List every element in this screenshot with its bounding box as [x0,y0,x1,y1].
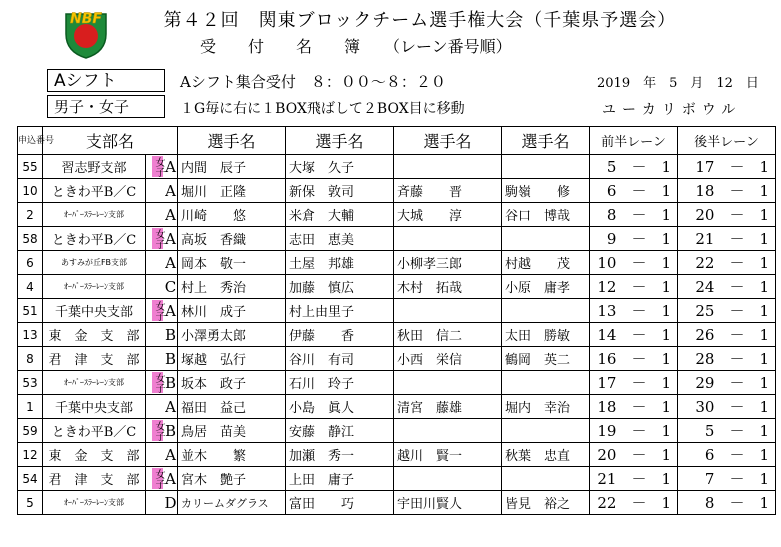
first-half-lane: 21 － 1 [590,467,678,491]
womens-badge: 女子 [153,156,165,177]
player-3: 宇田川賢人 [394,491,502,515]
move-instruction: １G毎に右に１BOX飛ばして２BOX目に移動 [180,101,465,117]
group-letter: A [165,253,176,272]
group-cell [146,299,178,323]
player-4: 鶴岡 英二 [502,347,590,371]
first-half-lane: 17 － 1 [590,371,678,395]
player-1: 塚越 弘行 [178,347,286,371]
player-1: 福田 益己 [178,395,286,419]
branch-name: 千葉中央支部 [43,395,146,419]
second-half-lane: 28 － 1 [678,347,776,371]
header-player2: 選手名 [286,127,394,155]
group-cell [146,443,178,467]
player-4 [502,227,590,251]
player-4: 堀内 幸治 [502,395,590,419]
first-half-lane: 22 － 1 [590,491,678,515]
branch-name: 習志野支部 [43,155,146,179]
svg-text:NBF: NBF [70,11,102,27]
table-row [18,251,776,275]
second-half-lane: 30 － 1 [678,395,776,419]
header-branch: 支部名 [43,127,178,155]
group-cell [146,371,178,395]
page-title: 第４２回 関東ブロックチーム選手権大会（千葉県予選会） [163,10,677,31]
header-first-lane: 前半レーン [590,127,678,155]
table-row [18,347,776,371]
first-half-lane: 18 － 1 [590,395,678,419]
group-letter: A [165,445,176,464]
player-4: 皆見 裕之 [502,491,590,515]
app-no: 58 [18,227,43,251]
first-half-lane: 14 － 1 [590,323,678,347]
group-cell [146,467,178,491]
second-half-lane: 26 － 1 [678,323,776,347]
player-3 [394,371,502,395]
app-no: 12 [18,443,43,467]
player-2: 伊藤 香 [286,323,394,347]
event-date: 2019 年 5 月 12 日 [597,76,759,91]
group-letter: A [165,301,176,320]
table-row [18,179,776,203]
player-3: 越川 賢一 [394,443,502,467]
player-3 [394,299,502,323]
player-1: 岡本 敬一 [178,251,286,275]
group-letter: B [165,325,177,344]
womens-badge: 女子 [153,228,165,249]
first-half-lane: 10 － 1 [590,251,678,275]
player-4 [502,299,590,323]
group-letter: A [165,205,176,224]
player-2: 村上由里子 [286,299,394,323]
player-3: 小柳孝三郎 [394,251,502,275]
player-2: 大塚 久子 [286,155,394,179]
branch-name: 君 津 支 部 [43,347,146,371]
player-4 [502,467,590,491]
player-3: 大城 淳 [394,203,502,227]
app-no: 13 [18,323,43,347]
table-row [18,371,776,395]
table-row [18,155,776,179]
gender-box: 男子・女子 [47,95,165,118]
player-1: 内間 辰子 [178,155,286,179]
player-2: 米倉 大輔 [286,203,394,227]
table-row [18,443,776,467]
womens-badge: 女子 [153,372,165,393]
group-letter: A [165,157,176,176]
app-no: 1 [18,395,43,419]
womens-badge: 女子 [153,420,165,441]
group-letter: A [165,181,176,200]
app-no: 10 [18,179,43,203]
player-2: 谷川 有司 [286,347,394,371]
app-no: 51 [18,299,43,323]
table-row [18,275,776,299]
player-2: 新保 敦司 [286,179,394,203]
header-player1: 選手名 [178,127,286,155]
group-cell [146,251,178,275]
app-no: 5 [18,491,43,515]
second-half-lane: 21 － 1 [678,227,776,251]
branch-name: ｵｰﾊﾞｰｽﾗｰﾚｰﾝ支部 [43,203,146,227]
app-no: 53 [18,371,43,395]
table-row [18,227,776,251]
header-player4: 選手名 [502,127,590,155]
shift-box: Aシフト [47,69,165,92]
second-half-lane: 24 － 1 [678,275,776,299]
player-4: 秋葉 忠直 [502,443,590,467]
branch-name: ときわ平B／C [43,179,146,203]
player-4: 村越 茂 [502,251,590,275]
group-letter: B [165,421,177,440]
player-4: 小原 庸孝 [502,275,590,299]
player-3 [394,419,502,443]
player-2: 石川 玲子 [286,371,394,395]
app-no: 59 [18,419,43,443]
group-cell [146,419,178,443]
womens-badge: 女子 [153,300,165,321]
first-half-lane: 6 － 1 [590,179,678,203]
second-half-lane: 29 － 1 [678,371,776,395]
registration-table [17,126,776,515]
group-cell [146,275,178,299]
table-row [18,203,776,227]
player-2: 上田 庸子 [286,467,394,491]
first-half-lane: 19 － 1 [590,419,678,443]
player-3: 小西 栄信 [394,347,502,371]
player-3: 斉藤 晋 [394,179,502,203]
player-1: 高坂 香織 [178,227,286,251]
player-2: 土屋 邦雄 [286,251,394,275]
player-2: 加藤 慎広 [286,275,394,299]
player-1: カリームダグラス [178,491,286,515]
second-half-lane: 22 － 1 [678,251,776,275]
second-half-lane: 8 － 1 [678,491,776,515]
venue-name: ユーカリボウル [602,102,742,118]
second-half-lane: 5 － 1 [678,419,776,443]
first-half-lane: 20 － 1 [590,443,678,467]
player-1: 鳥居 苗美 [178,419,286,443]
app-no: 8 [18,347,43,371]
player-1: 坂本 政子 [178,371,286,395]
branch-name: 君 津 支 部 [43,467,146,491]
first-half-lane: 9 － 1 [590,227,678,251]
check-in-time: Aシフト集合受付 ８：００～８：２０ [180,73,446,91]
group-cell [146,227,178,251]
player-4 [502,155,590,179]
group-cell [146,323,178,347]
second-half-lane: 6 － 1 [678,443,776,467]
second-half-lane: 7 － 1 [678,467,776,491]
player-1: 村上 秀治 [178,275,286,299]
first-half-lane: 16 － 1 [590,347,678,371]
branch-name: ｵｰﾊﾞｰｽﾗｰﾚｰﾝ支部 [43,275,146,299]
app-no: 55 [18,155,43,179]
second-half-lane: 18 － 1 [678,179,776,203]
branch-name: ｵｰﾊﾞｰｽﾗｰﾚｰﾝ支部 [43,491,146,515]
player-3 [394,467,502,491]
group-cell [146,155,178,179]
first-half-lane: 8 － 1 [590,203,678,227]
header-player3: 選手名 [394,127,502,155]
group-letter: C [164,277,177,296]
branch-name: ｵｰﾊﾞｰｽﾗｰﾚｰﾝ支部 [43,371,146,395]
app-no: 4 [18,275,43,299]
group-letter: A [165,469,176,488]
table-row [18,395,776,419]
group-letter: B [165,349,177,368]
player-1: 宮木 艶子 [178,467,286,491]
branch-name: 東 金 支 部 [43,323,146,347]
group-cell [146,203,178,227]
first-half-lane: 5 － 1 [590,155,678,179]
group-cell [146,347,178,371]
branch-name: あすみが丘FB支部 [43,251,146,275]
player-3: 木村 拓哉 [394,275,502,299]
app-no: 2 [18,203,43,227]
branch-name: ときわ平B／C [43,227,146,251]
header-app-no: 申込番号 [18,127,43,155]
womens-badge: 女子 [153,468,165,489]
table-row [18,467,776,491]
player-2: 加瀬 秀一 [286,443,394,467]
table-row [18,299,776,323]
group-cell [146,179,178,203]
table-row [18,323,776,347]
app-no: 6 [18,251,43,275]
header-second-lane: 後半レーン [678,127,776,155]
branch-name: ときわ平B／C [43,419,146,443]
player-4 [502,419,590,443]
group-cell [146,395,178,419]
player-1: 林川 成子 [178,299,286,323]
player-3: 秋田 信二 [394,323,502,347]
player-2: 小島 眞人 [286,395,394,419]
group-letter: A [165,397,176,416]
second-half-lane: 25 － 1 [678,299,776,323]
player-4: 駒嶺 修 [502,179,590,203]
second-half-lane: 20 － 1 [678,203,776,227]
player-1: 堀川 正隆 [178,179,286,203]
first-half-lane: 12 － 1 [590,275,678,299]
branch-name: 東 金 支 部 [43,443,146,467]
group-letter: A [165,229,176,248]
table-row [18,419,776,443]
player-2: 安藤 静江 [286,419,394,443]
player-2: 志田 恵美 [286,227,394,251]
page-subtitle: 受 付 名 簿 （レーン番号順） [200,37,512,56]
branch-name: 千葉中央支部 [43,299,146,323]
player-4 [502,371,590,395]
player-4: 谷口 博哉 [502,203,590,227]
player-1: 並木 繁 [178,443,286,467]
player-4: 太田 勝敏 [502,323,590,347]
group-letter: D [164,493,177,512]
second-half-lane: 17 － 1 [678,155,776,179]
table-body [18,155,776,515]
group-cell [146,491,178,515]
player-1: 川崎 悠 [178,203,286,227]
player-1: 小澤勇太郎 [178,323,286,347]
first-half-lane: 13 － 1 [590,299,678,323]
player-3 [394,227,502,251]
player-3: 清宮 藤雄 [394,395,502,419]
player-2: 富田 巧 [286,491,394,515]
player-3 [394,155,502,179]
table-header-row [18,127,776,155]
nbf-logo [62,4,110,60]
table-row [18,491,776,515]
group-letter: B [165,373,177,392]
app-no: 54 [18,467,43,491]
